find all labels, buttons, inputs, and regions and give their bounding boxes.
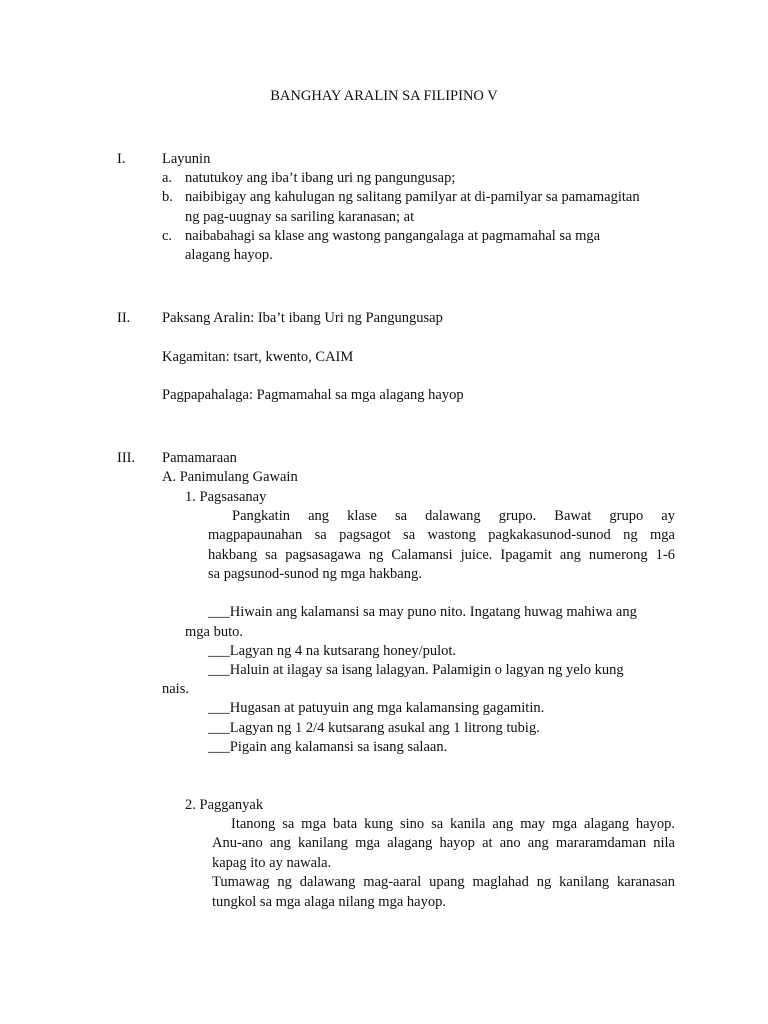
step-hiwain-cont: mga buto.	[185, 624, 243, 640]
section-i-number: I.	[117, 151, 126, 167]
objective-b-text: naibibigay ang kahulugan ng salitang pamilyar at di-pamilyar sa pamamagitan	[185, 189, 640, 205]
objective-a-letter: a.	[162, 170, 173, 186]
objective-c-text-cont: alagang hayop.	[185, 247, 273, 263]
item-2-heading: 2. Pagganyak	[185, 797, 264, 813]
pagganyak-paragraph	[212, 815, 675, 912]
step-hugasan: ___Hugasan at patuyuin ang mga kalamansing gagamitin.	[208, 700, 545, 716]
section-iii-number: III.	[117, 450, 136, 466]
step-lagyan-honey: ___Lagyan ng 4 na kutsarang honey/pulot.	[208, 643, 457, 659]
paksang-aralin: Paksang Aralin: Iba’t ibang Uri ng Pangungusap	[162, 310, 443, 326]
step-hiwain: ___Hiwain ang kalamansi sa may puno nito. Ingatang huwag mahiwa ang	[208, 604, 637, 620]
document-title: BANGHAY ARALIN SA FILIPINO V	[270, 88, 498, 104]
paragraph-line: magpapaunahan sa pagsagot sa wastong pagkakasunod-sunod ng mga	[208, 527, 675, 544]
objective-a-text: natutukoy ang iba’t ibang uri ng pangungusap;	[185, 170, 456, 186]
objective-c-text: naibabahagi sa klase ang wastong pangangalaga at pagmamahal sa mga	[185, 228, 601, 244]
pagpapahalaga: Pagpapahalaga: Pagmamahal sa mga alagang hayop	[162, 387, 464, 403]
paragraph-line: Anu-ano ang kanilang mga alagang hayop at ano ang mararamdaman nila	[212, 835, 675, 852]
section-ii-number: II.	[117, 310, 131, 326]
step-haluin-cont: nais.	[162, 681, 189, 697]
paragraph-line: hakbang sa pagsasagawa ng Calamansi juice. Ipagamit ang numerong 1-6	[208, 546, 675, 563]
section-iii-heading: Pamamaraan	[162, 450, 237, 466]
paragraph-line: tungkol sa mga alaga nilang mga hayop.	[212, 893, 446, 910]
paragraph-line: Tumawag ng dalawang mag-aaral upang maglahad ng kanilang karanasan	[212, 874, 675, 891]
step-pigain: ___Pigain ang kalamansi sa isang salaan.	[208, 739, 448, 755]
pagsasanay-paragraph	[208, 507, 675, 585]
paragraph-line: Pangkatin ang klase sa dalawang grupo. Bawat grupo ay	[232, 508, 675, 524]
subsection-a-heading: A. Panimulang Gawain	[162, 469, 298, 485]
kagamitan: Kagamitan: tsart, kwento, CAIM	[162, 349, 354, 365]
item-1-heading: 1. Pagsasanay	[185, 489, 267, 505]
section-i-heading: Layunin	[162, 151, 211, 167]
objective-b-letter: b.	[162, 189, 173, 205]
objective-c-letter: c.	[162, 228, 173, 244]
step-lagyan-asukal: ___Lagyan ng 1 2/4 kutsarang asukal ang 1 litrong tubig.	[208, 720, 540, 736]
paragraph-line: sa pagsunod-sunod ng mga hakbang.	[208, 566, 422, 583]
step-haluin: ___Haluin at ilagay sa isang lalagyan. Palamigin o lagyan ng yelo kung	[208, 662, 624, 678]
paragraph-line: kapag ito ay nawala.	[212, 854, 332, 871]
paragraph-line: Itanong sa mga bata kung sino sa kanila ang may mga alagang hayop.	[231, 816, 675, 832]
objective-b-text-cont: ng pag-uugnay sa sariling karanasan; at	[185, 209, 415, 225]
